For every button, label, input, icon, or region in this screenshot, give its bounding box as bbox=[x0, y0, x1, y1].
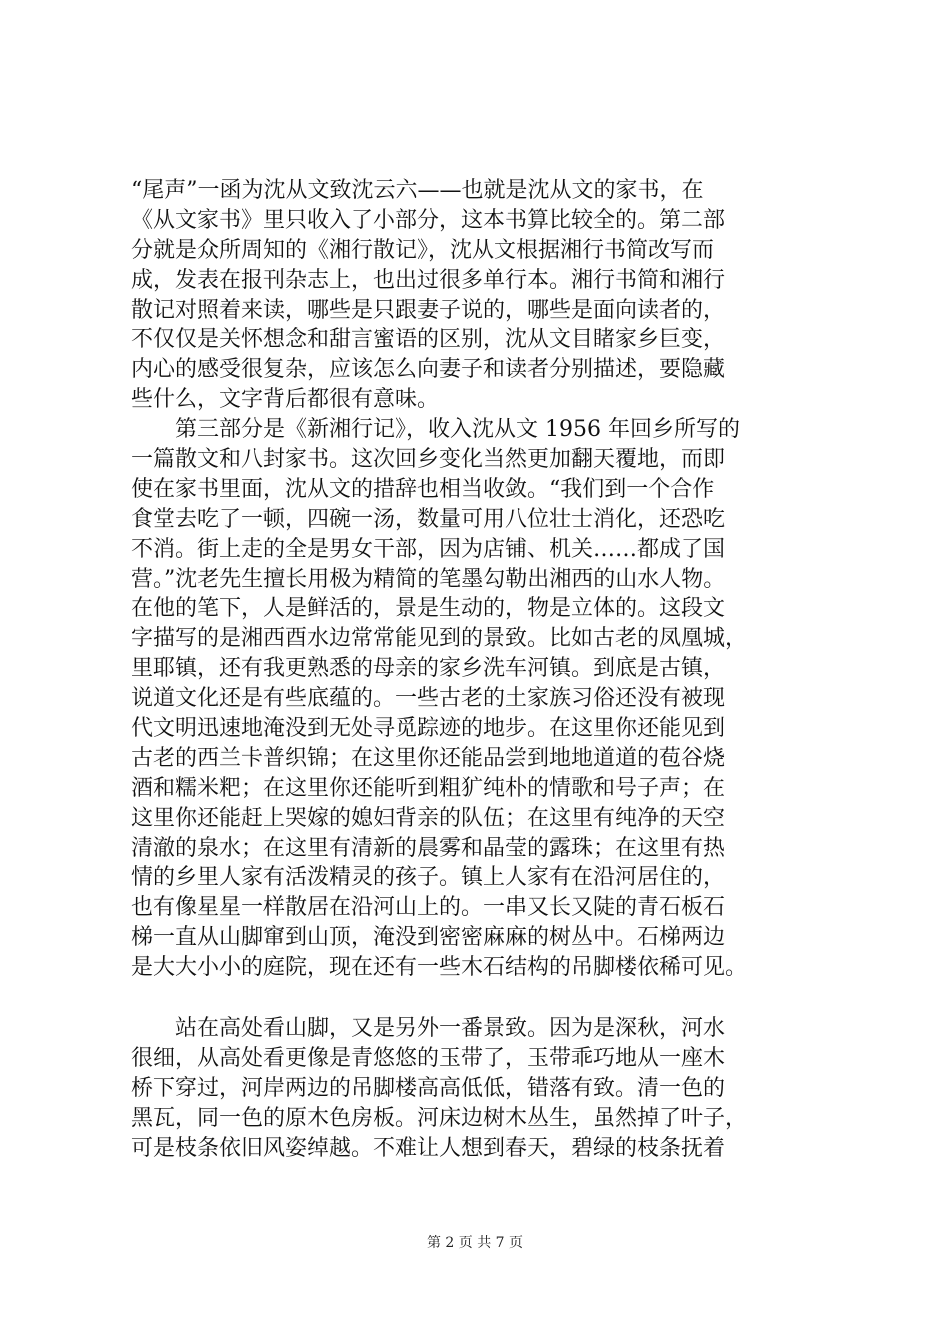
text-line: 字描写的是湘西酉水边常常能见到的景致。比如古老的凤凰城， bbox=[131, 626, 748, 652]
text-line: 很细，从高处看更像是青悠悠的玉带了，玉带乖巧地从一座木 bbox=[131, 1045, 726, 1071]
text-line: 情的乡里人家有活泼精灵的孩子。镇上人家有在沿河居住的， bbox=[131, 865, 726, 891]
paragraph-gap bbox=[131, 983, 831, 1014]
text-line: 梯一直从山脚窜到山顶，淹没到密密麻麻的树丛中。石梯两边 bbox=[131, 925, 726, 951]
text-line: 《从文家书》里只收入了小部分，这本书算比较全的。第二部 bbox=[131, 207, 726, 233]
text-line: 食堂去吃了一顿，四碗一汤，数量可用八位壮士消化，还恐吃 bbox=[131, 506, 726, 532]
text-line: 散记对照着来读，哪些是只跟妻子说的，哪些是面向读者的， bbox=[131, 297, 726, 323]
text-line: 站在高处看山脚，又是另外一番景致。因为是深秋，河水 bbox=[131, 1016, 726, 1042]
text-line: 一篇散文和八封家书。这次回乡变化当然更加翻天覆地，而即 bbox=[131, 447, 726, 473]
text-line: 不仅仅是关怀想念和甜言蜜语的区别，沈从文目睹家乡巨变， bbox=[131, 327, 726, 353]
text-line: 是大大小小的庭院，现在还有一些木石结构的吊脚楼依稀可见。 bbox=[131, 955, 748, 981]
paragraph-1 bbox=[131, 176, 831, 415]
paragraph-2 bbox=[131, 415, 831, 983]
text-line: 黑瓦，同一色的原木色房板。河床边树木丛生，虽然掉了叶子， bbox=[131, 1105, 748, 1131]
text-line: 里耶镇，还有我更熟悉的母亲的家乡洗车河镇。到底是古镇， bbox=[131, 656, 726, 682]
text-line: 成，发表在报刊杂志上，也出过很多单行本。湘行书简和湘行 bbox=[131, 267, 726, 293]
page-number: 第 2 页 共 7 页 bbox=[426, 1235, 524, 1251]
text-line: 代文明迅速地淹没到无处寻觅踪迹的地步。在这里你还能见到 bbox=[131, 716, 726, 742]
document-body bbox=[131, 176, 831, 1164]
text-line: 也有像星星一样散居在沿河山上的。一串又长又陡的青石板石 bbox=[131, 895, 726, 921]
text-line: 可是枝条依旧风姿绰越。不难让人想到春天，碧绿的枝条抚着 bbox=[131, 1135, 726, 1161]
text-line: 清澈的泉水；在这里有清新的晨雾和晶莹的露珠；在这里有热 bbox=[131, 835, 726, 861]
text-line: 说道文化还是有些底蕴的。一些古老的土家族习俗还没有被现 bbox=[131, 686, 726, 712]
text-line: 在他的笔下，人是鲜活的，景是生动的，物是立体的。这段文 bbox=[131, 596, 726, 622]
text-line: 桥下穿过，河岸两边的吊脚楼高高低低，错落有致。清一色的 bbox=[131, 1075, 726, 1101]
text-line: 第三部分是《新湘行记》，收入沈从文 1956 年回乡所写的 bbox=[131, 417, 740, 443]
text-line: 些什么，文字背后都很有意味。 bbox=[131, 387, 440, 413]
text-line: 分就是众所周知的《湘行散记》，沈从文根据湘行书简改写而 bbox=[131, 237, 715, 263]
text-line: 古老的西兰卡普织锦；在这里你还能品尝到地地道道的苞谷烧 bbox=[131, 745, 726, 771]
text-line: 使在家书里面，沈从文的措辞也相当收敛。“我们到一个合作 bbox=[131, 476, 715, 502]
text-line: 不消。街上走的全是男女干部，因为店铺、机关……都成了国 bbox=[131, 536, 726, 562]
text-line: 营。”沈老先生擅长用极为精简的笔墨勾勒出湘西的山水人物。 bbox=[131, 566, 726, 592]
text-line: 这里你还能赶上哭嫁的媳妇背亲的队伍；在这里有纯净的天空 bbox=[131, 805, 726, 831]
paragraph-3 bbox=[131, 1014, 831, 1163]
page-footer bbox=[0, 1232, 950, 1252]
text-line: 酒和糯米粑；在这里你还能听到粗犷纯朴的情歌和号子声；在 bbox=[131, 775, 726, 801]
text-line: “尾声”一函为沈从文致沈云六——也就是沈从文的家书，在 bbox=[131, 178, 704, 203]
text-line: 内心的感受很复杂，应该怎么向妻子和读者分别描述，要隐藏 bbox=[131, 357, 726, 383]
